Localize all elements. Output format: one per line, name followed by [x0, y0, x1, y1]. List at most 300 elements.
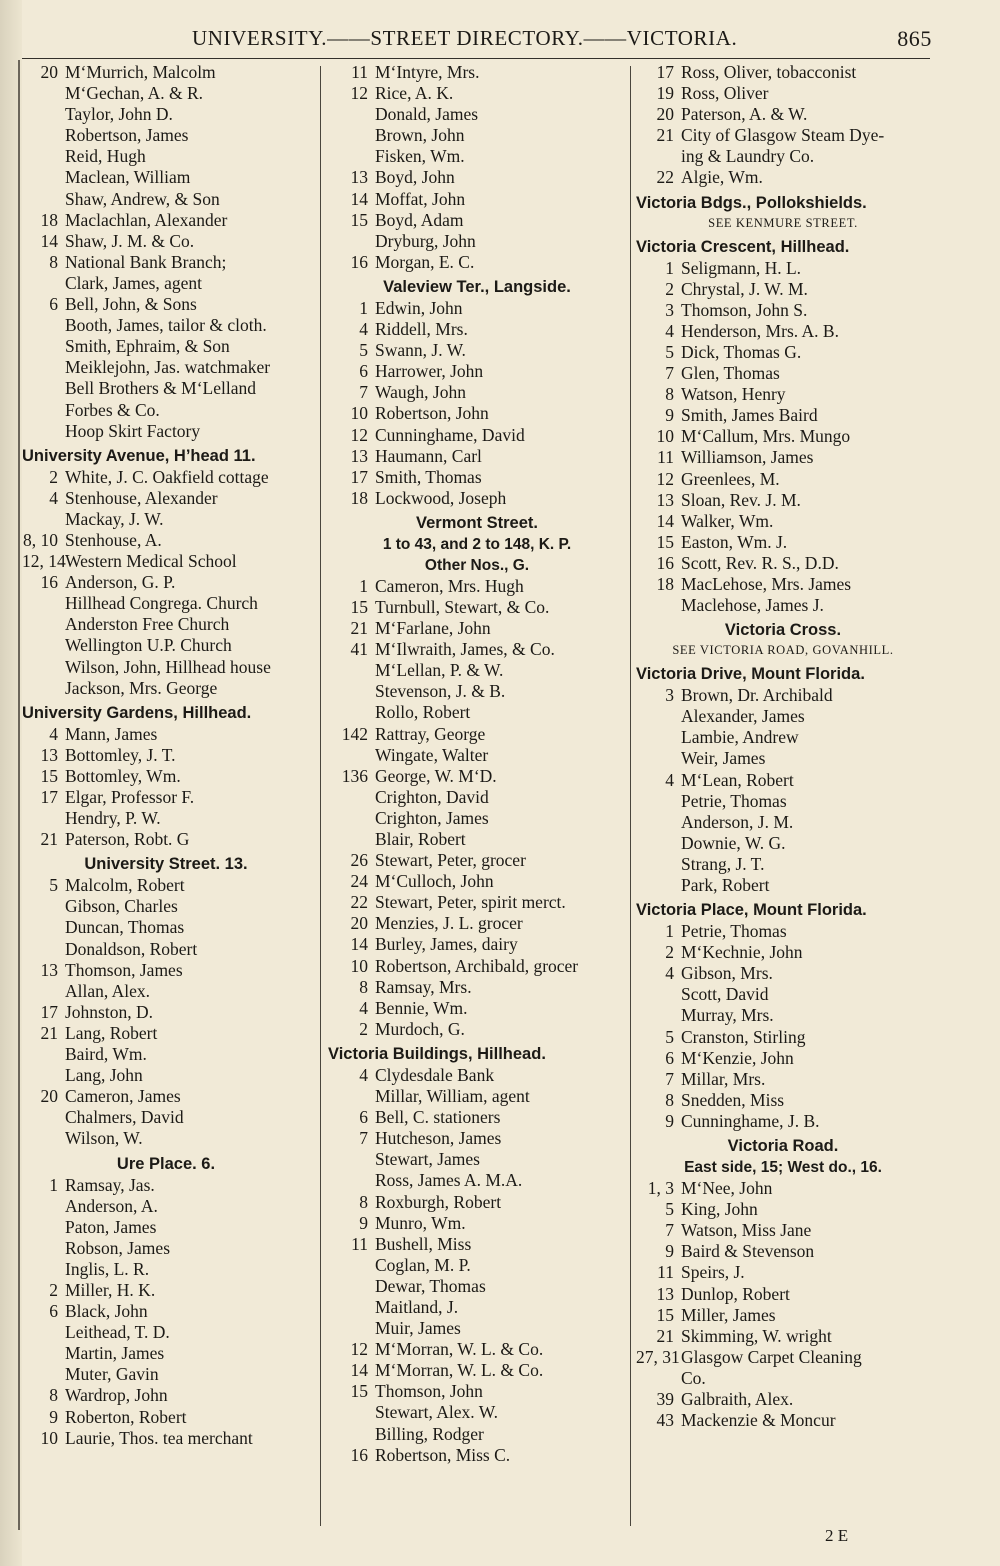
directory-entry	[22, 1002, 310, 1023]
resident-name: Stenhouse, Alexander	[65, 487, 218, 508]
resident-name: Shaw, Andrew, & Son	[65, 188, 220, 209]
resident-name: Martin, James	[65, 1343, 165, 1364]
directory-column-2	[328, 62, 626, 1466]
house-number: 21	[40, 829, 58, 850]
resident-name: Paton, James	[65, 1216, 157, 1237]
resident-name: Haumann, Carl	[375, 445, 482, 466]
directory-entry	[22, 400, 310, 421]
directory-entry	[328, 231, 626, 252]
house-number: 12	[656, 468, 674, 489]
directory-entry	[328, 210, 626, 231]
resident-name: Seligmann, H. L.	[681, 257, 802, 278]
directory-entry	[22, 1259, 310, 1280]
resident-name: Henderson, Mrs. A. B.	[681, 320, 839, 341]
resident-name: Bushell, Miss	[375, 1233, 472, 1254]
directory-entry	[328, 871, 626, 892]
resident-name: Swann, J. W.	[375, 340, 466, 361]
street-section	[636, 896, 930, 1132]
directory-entry	[328, 83, 626, 104]
directory-entry	[22, 1343, 310, 1364]
directory-entry	[636, 258, 930, 279]
resident-name: Glen, Thomas	[681, 363, 780, 384]
resident-name: Western Medical School	[65, 551, 237, 572]
directory-entry	[328, 252, 626, 273]
resident-name: Lang, John	[65, 1065, 143, 1086]
resident-name: Elgar, Professor F.	[65, 787, 195, 807]
directory-entry	[328, 425, 626, 446]
resident-name: M‘Gechan, A. & R.	[65, 83, 204, 104]
house-number	[22, 1217, 65, 1238]
directory-entry	[22, 917, 310, 938]
directory-entry	[328, 956, 626, 977]
house-number	[22, 593, 65, 614]
house-number	[22, 189, 65, 210]
directory-entry	[22, 1196, 310, 1217]
street-heading: University Gardens, Hillhead.	[22, 703, 252, 722]
house-number: 15	[350, 596, 368, 617]
resident-name: Petrie, Thomas	[681, 790, 787, 811]
resident-name: Morgan, E. C.	[375, 251, 475, 272]
house-number	[328, 702, 375, 723]
house-number: 142	[341, 723, 368, 744]
house-number: 22	[656, 167, 674, 188]
house-number	[636, 812, 681, 833]
resident-name: Boyd, John	[375, 167, 455, 188]
directory-entry	[328, 125, 626, 146]
directory-entry	[22, 467, 310, 488]
resident-name: Anderston Free Church	[65, 614, 230, 635]
resident-name: Blair, Robert	[375, 829, 466, 849]
house-number	[22, 104, 65, 125]
directory-entry	[636, 595, 930, 616]
directory-entry	[636, 490, 930, 511]
house-number	[328, 1297, 375, 1318]
directory-entry	[328, 639, 626, 660]
street-heading: Victoria Crescent, Hillhead.	[636, 237, 850, 256]
house-number: 1	[359, 575, 368, 596]
resident-name: Mackenzie & Moncur	[681, 1410, 836, 1431]
resident-name: Hillhead Congrega. Church	[65, 593, 258, 614]
directory-entry	[22, 1385, 310, 1406]
house-number	[22, 1343, 65, 1364]
directory-entry	[22, 896, 310, 917]
directory-entry	[328, 1360, 626, 1381]
directory-entry	[22, 167, 310, 188]
resident-name: Maclehose, James J.	[681, 595, 824, 616]
street-heading: University Street. 13.	[84, 855, 248, 874]
resident-name: Miller, H. K.	[65, 1279, 156, 1300]
directory-entry	[22, 1364, 310, 1385]
directory-entry	[328, 1234, 626, 1255]
resident-name: M‘Callum, Mrs. Mungo	[681, 426, 851, 447]
directory-entry	[328, 1107, 626, 1128]
directory-entry	[22, 572, 310, 593]
resident-name: Billing, Rodger	[375, 1423, 484, 1444]
house-number: 9	[359, 1212, 368, 1233]
house-number: 10	[350, 955, 368, 976]
house-number: 20	[656, 104, 674, 125]
house-number: 6	[359, 1107, 368, 1128]
directory-entry	[636, 1027, 930, 1048]
resident-name: Ross, Oliver, tobacconist	[681, 62, 857, 82]
house-number: 12	[350, 424, 368, 445]
street-section	[636, 62, 930, 189]
resident-name: M‘Culloch, John	[375, 871, 494, 892]
house-number	[328, 745, 375, 766]
house-number	[22, 1065, 65, 1086]
directory-entry	[328, 829, 626, 850]
directory-entry	[328, 361, 626, 382]
directory-entry	[328, 787, 626, 808]
resident-name: Thomson, John	[375, 1381, 483, 1402]
directory-entry	[22, 808, 310, 829]
house-number: 2	[49, 1279, 58, 1300]
house-number	[22, 400, 65, 421]
resident-name: Lambie, Andrew	[681, 727, 799, 748]
house-number: 1	[49, 1174, 58, 1195]
house-number: 12	[350, 83, 368, 104]
house-number: 7	[665, 363, 674, 384]
directory-entry	[22, 1175, 310, 1196]
resident-name: M‘Morran, W. L. & Co.	[375, 1360, 544, 1381]
house-number: 3	[665, 685, 674, 706]
street-heading: Victoria Road.	[727, 1137, 839, 1156]
house-number: 3	[665, 299, 674, 320]
house-number: 11	[351, 62, 368, 82]
directory-entry	[22, 787, 310, 808]
directory-entry	[22, 1086, 310, 1107]
directory-entry	[636, 469, 930, 490]
column-divider	[320, 66, 321, 1526]
resident-name: Stevenson, J. & B.	[375, 681, 506, 702]
resident-name: Ramsay, Jas.	[65, 1174, 155, 1195]
house-number	[328, 787, 375, 808]
street-section	[22, 62, 310, 442]
directory-entry	[328, 298, 626, 319]
resident-name: Sloan, Rev. J. M.	[681, 489, 801, 510]
house-number	[22, 357, 65, 378]
directory-column-3	[636, 62, 930, 1431]
resident-name: Cunninghame, David	[375, 424, 525, 445]
resident-name: Glasgow Carpet Cleaning	[681, 1346, 862, 1367]
resident-name: Lockwood, Joseph	[375, 487, 507, 508]
resident-name: Clydesdale Bank	[375, 1064, 495, 1085]
resident-name: Wilson, W.	[65, 1128, 143, 1149]
house-number	[328, 808, 375, 829]
directory-entry	[328, 1318, 626, 1339]
resident-name: Watson, Henry	[681, 384, 786, 405]
resident-name: Paterson, Robt. G	[65, 829, 190, 850]
house-number: 16	[40, 572, 58, 593]
resident-name: Millar, Mrs.	[681, 1068, 766, 1089]
house-number: 4	[49, 487, 58, 508]
directory-entry	[328, 1402, 626, 1423]
directory-entry	[636, 984, 930, 1005]
resident-name: Gibson, Charles	[65, 896, 178, 917]
house-number: 4	[665, 320, 674, 341]
street-section	[22, 1150, 310, 1449]
directory-entry	[22, 1065, 310, 1086]
directory-entry	[22, 1322, 310, 1343]
resident-name: Mann, James	[65, 723, 158, 744]
resident-name: City of Glasgow Steam Dye-	[681, 125, 885, 146]
directory-entry	[328, 850, 626, 871]
resident-name: Fisken, Wm.	[375, 146, 465, 167]
directory-entry	[636, 1220, 930, 1241]
directory-entry	[636, 167, 930, 188]
directory-entry	[636, 1410, 930, 1431]
column-divider	[630, 66, 631, 1526]
directory-entry	[328, 597, 626, 618]
house-number: 16	[656, 552, 674, 573]
resident-name: Hutcheson, James	[375, 1128, 502, 1149]
resident-name: Skimming, W. wright	[681, 1325, 832, 1346]
resident-name: Harrower, John	[375, 361, 484, 382]
resident-name: Maclachlan, Alexander	[65, 209, 228, 230]
directory-entry	[328, 1445, 626, 1466]
resident-name: Anderson, A.	[65, 1195, 158, 1216]
resident-name: Cameron, Mrs. Hugh	[375, 575, 524, 596]
house-number	[636, 146, 681, 167]
directory-entry	[636, 963, 930, 984]
directory-entry	[636, 146, 930, 167]
resident-name: Weir, James	[681, 748, 766, 769]
directory-entry	[328, 467, 626, 488]
resident-name: Leithead, T. D.	[65, 1322, 170, 1343]
resident-name: Baird, Wm.	[65, 1044, 147, 1065]
house-number: 7	[359, 1128, 368, 1149]
resident-name: Dick, Thomas G.	[681, 341, 802, 362]
house-number: 5	[665, 341, 674, 362]
resident-name: Clark, James, agent	[65, 272, 203, 293]
directory-entry	[328, 745, 626, 766]
resident-name: M‘Kenzie, John	[681, 1047, 794, 1068]
resident-name: Reid, Hugh	[65, 146, 146, 167]
resident-name: Smith, Ephraim, & Son	[65, 336, 230, 357]
directory-entry	[328, 1149, 626, 1170]
resident-name: National Bank Branch;	[65, 251, 227, 272]
directory-entry	[636, 574, 930, 595]
resident-name: Edwin, John	[375, 297, 463, 318]
directory-entry	[22, 1428, 310, 1449]
house-number: 15	[350, 1381, 368, 1402]
resident-name: Cranston, Stirling	[681, 1026, 806, 1047]
directory-entry	[636, 1199, 930, 1220]
directory-entry	[636, 1347, 930, 1368]
directory-entry	[22, 766, 310, 787]
directory-entry	[636, 300, 930, 321]
house-number: 6	[359, 361, 368, 382]
house-number: 24	[350, 871, 368, 892]
house-number: 136	[341, 765, 368, 786]
resident-name: Park, Robert	[681, 875, 770, 895]
resident-name: Smith, James Baird	[681, 405, 818, 426]
resident-name: White, J. C. Oakfield cottage	[65, 466, 269, 487]
directory-entry	[22, 294, 310, 315]
house-number: 14	[656, 510, 674, 531]
directory-entry	[328, 1276, 626, 1297]
house-number	[636, 984, 681, 1005]
directory-entry	[328, 340, 626, 361]
resident-name: Chalmers, David	[65, 1107, 184, 1128]
house-number	[328, 125, 375, 146]
house-number: 22	[350, 892, 368, 913]
directory-entry	[22, 189, 310, 210]
directory-entry	[22, 657, 310, 678]
directory-entry	[636, 1111, 930, 1132]
house-number: 13	[656, 489, 674, 510]
resident-name: Robertson, Miss C.	[375, 1444, 511, 1465]
directory-entry	[328, 1339, 626, 1360]
street-heading: Vermont Street.	[416, 513, 538, 532]
directory-entry	[636, 727, 930, 748]
house-number	[636, 1005, 681, 1026]
street-heading: University Avenue, H’head 11.	[22, 446, 256, 465]
directory-entry	[636, 1178, 930, 1199]
resident-name: Millar, William, agent	[375, 1086, 530, 1107]
house-number	[328, 1255, 375, 1276]
resident-name: Laurie, Thos. tea merchant	[65, 1427, 253, 1448]
resident-name: Waugh, John	[375, 382, 466, 403]
directory-entry	[636, 854, 930, 875]
resident-name: MacLehose, Mrs. James	[681, 573, 852, 594]
directory-entry	[636, 791, 930, 812]
house-number: 2	[665, 278, 674, 299]
resident-name: Walker, Wm.	[681, 510, 774, 531]
resident-name: Hendry, P. W.	[65, 808, 161, 829]
directory-entry	[22, 336, 310, 357]
directory-entry	[22, 273, 310, 294]
street-section	[22, 699, 310, 851]
house-number: 1	[359, 297, 368, 318]
house-number: 18	[350, 487, 368, 508]
resident-name: Hoop Skirt Factory	[65, 420, 201, 441]
directory-entry	[328, 189, 626, 210]
resident-name: Stewart, Peter, spirit merct.	[375, 892, 566, 913]
house-number	[22, 421, 65, 442]
house-number: 8	[665, 384, 674, 405]
directory-entry	[328, 1213, 626, 1234]
directory-entry	[22, 1238, 310, 1259]
resident-name: Brown, John	[375, 125, 465, 146]
directory-entry	[328, 702, 626, 723]
directory-entry	[328, 1192, 626, 1213]
house-number: 8	[359, 1191, 368, 1212]
directory-entry	[328, 576, 626, 597]
directory-entry	[328, 977, 626, 998]
directory-entry	[328, 660, 626, 681]
resident-name: Menzies, J. L. grocer	[375, 913, 523, 934]
page-number: 865	[897, 26, 932, 51]
house-number: 17	[40, 787, 58, 807]
house-number	[22, 1238, 65, 1259]
street-heading: Victoria Buildings, Hillhead.	[328, 1044, 546, 1063]
house-number: 7	[665, 1220, 674, 1241]
house-number: 21	[40, 1022, 58, 1043]
resident-name: Easton, Wm. J.	[681, 531, 788, 552]
house-number: 20	[40, 62, 58, 82]
resident-name: Bennie, Wm.	[375, 997, 468, 1018]
house-number: 8, 10	[23, 529, 58, 550]
house-number: 27, 31	[636, 1346, 680, 1367]
house-number: 13	[350, 167, 368, 188]
house-number: 5	[665, 1026, 674, 1047]
street-section	[22, 850, 310, 1149]
house-number	[22, 896, 65, 917]
house-number: 8	[359, 976, 368, 997]
resident-name: M‘Murrich, Malcolm	[65, 62, 216, 82]
house-number: 7	[665, 1068, 674, 1089]
directory-entry	[636, 812, 930, 833]
directory-entry	[636, 921, 930, 942]
resident-name: Co.	[681, 1367, 706, 1388]
resident-name: Stewart, Alex. W.	[375, 1402, 498, 1423]
directory-entry	[636, 104, 930, 125]
resident-name: Dewar, Thomas	[375, 1275, 486, 1296]
house-number: 14	[350, 188, 368, 209]
resident-name: King, John	[681, 1199, 758, 1220]
header-rule	[22, 58, 930, 59]
directory-entry	[22, 62, 310, 83]
house-number: 5	[359, 340, 368, 361]
house-number	[22, 509, 65, 530]
street-section	[636, 189, 930, 233]
directory-entry	[22, 125, 310, 146]
house-number: 1	[665, 921, 674, 942]
directory-entry	[22, 378, 310, 399]
resident-name: Donald, James	[375, 104, 479, 125]
resident-name: Speirs, J.	[681, 1262, 745, 1283]
directory-entry	[22, 104, 310, 125]
house-number	[22, 315, 65, 336]
street-section	[22, 442, 310, 699]
resident-name: Alexander, James	[681, 706, 805, 727]
directory-entry	[22, 829, 310, 850]
house-number	[636, 595, 681, 616]
resident-name: Baird & Stevenson	[681, 1241, 815, 1262]
resident-name: Petrie, Thomas	[681, 921, 787, 942]
street-section	[636, 616, 930, 660]
resident-name: Murray, Mrs.	[681, 1005, 774, 1026]
resident-name: Duncan, Thomas	[65, 917, 185, 938]
resident-name: Chrystal, J. W. M.	[681, 278, 808, 299]
directory-entry	[636, 1284, 930, 1305]
resident-name: Coglan, M. P.	[375, 1254, 471, 1275]
house-number	[636, 854, 681, 875]
house-number	[22, 125, 65, 146]
directory-entry	[328, 766, 626, 787]
resident-name: Donaldson, Robert	[65, 938, 198, 959]
directory-entry	[636, 342, 930, 363]
resident-name: Black, John	[65, 1301, 148, 1322]
directory-entry	[636, 363, 930, 384]
resident-name: Malcolm, Robert	[65, 875, 185, 896]
directory-entry	[22, 614, 310, 635]
directory-entry	[636, 748, 930, 769]
house-number: 6	[49, 294, 58, 315]
house-number: 19	[656, 83, 674, 104]
directory-entry	[22, 231, 310, 252]
house-number	[22, 678, 65, 699]
directory-entry	[328, 892, 626, 913]
street-section	[636, 233, 930, 617]
resident-name: Miller, James	[681, 1304, 776, 1325]
house-number: 15	[656, 531, 674, 552]
resident-name: Crighton, David	[375, 786, 489, 807]
cross-reference: SEE VICTORIA ROAD, GOVANHILL.	[672, 643, 894, 658]
directory-entry	[328, 319, 626, 340]
street-number-note: 1 to 43, and 2 to 148, K. P.	[382, 535, 572, 553]
